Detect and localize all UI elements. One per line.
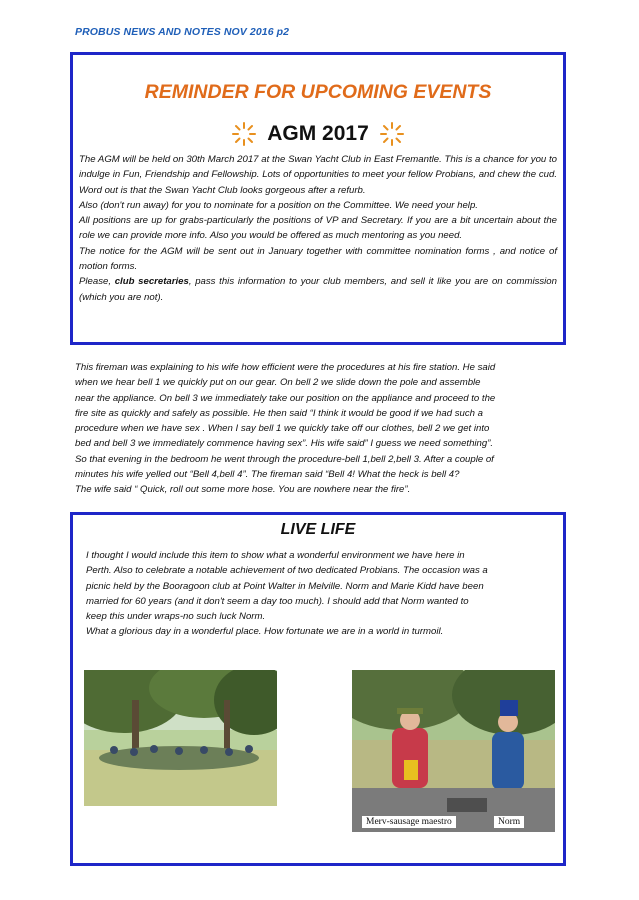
- agm-title: AGM 2017: [267, 122, 369, 145]
- body-line: married for 60 years (and it don't seem a day too much). I should add that Norm wanted to: [86, 595, 469, 607]
- body-line: Perth. Also to celebrate a notable achievement of two dedicated Probians. The occasion was a: [86, 565, 488, 577]
- fireman-joke: [75, 360, 561, 498]
- bbq-photo: [352, 670, 555, 832]
- agm-heading: [73, 121, 563, 147]
- live-life-body: [86, 548, 549, 640]
- joke-line: procedure when we have sex . When I say bell 1 we quickly take off our clothes, bell 2 we get into: [75, 423, 490, 435]
- paragraph: The notice for the AGM will be sent out in January together with committee nomination forms , and notice of motion forms.: [79, 245, 557, 273]
- picnic-scene: [84, 670, 277, 806]
- body-line: keep this under wraps-no such luck Norm.: [86, 611, 266, 623]
- page-header: PROBUS NEWS AND NOTES NOV 2016 p2: [75, 26, 290, 38]
- paragraph: Also (don't run away) for you to nominate for a position on the Committee. We need your help.: [79, 199, 478, 211]
- caption-merv: Merv-sausage maestro: [362, 816, 456, 828]
- joke-line: fire site as quickly and safely as possible. He then said “I think it would be good if we had such a: [75, 407, 483, 419]
- sun-burst-icon: [379, 121, 405, 147]
- live-life-title: LIVE LIFE: [280, 521, 356, 538]
- joke-line: This fireman was explaining to his wife how efficient were the procedures at his fire station. He said: [75, 362, 496, 373]
- joke-line: minutes his wife yelled out “Bell 4,bell 4”. The fireman said “Bell 4! What the heck is bell 4?: [75, 469, 460, 481]
- live-life-box: [70, 512, 566, 866]
- reminder-title: REMINDER FOR UPCOMING EVENTS: [144, 81, 492, 103]
- bbq-scene: [352, 670, 555, 832]
- joke-line: bed and bell 3 we immediately commence having sex”. His wife said” I guess we need something”.: [75, 438, 494, 450]
- body-line: picnic held by the Booragoon club at Point Walter in Melville. Norm and Marie Kidd have been: [86, 580, 484, 592]
- emphasis-text: club secretaries: [114, 276, 189, 288]
- paragraph: All positions are up for grabs-particularly the positions of VP and Secretary. If you are a bit uncertain about the role we can provide more info. Also you would be offered as much mentoring as you need.: [79, 215, 557, 242]
- paragraph: [79, 274, 557, 305]
- picnic-photo: [84, 670, 277, 806]
- joke-line: near the appliance. On bell 3 we immediately take our position on the appliance and proceed to the: [75, 392, 496, 404]
- body-line: What a glorious day in a wonderful place. How fortunate we are in a world in turmoil.: [86, 626, 444, 638]
- paragraph: The AGM will be held on 30th March 2017 at the Swan Yacht Club in East Fremantle. This is a chance for you to indulge in Fun, Friendship and Fellowship. Lots of opportunities to meet your fellow Probians, and chew the cud. Word out is that the Swan Yacht Club looks gorgeous after a refurb.: [79, 154, 557, 196]
- joke-line: The wife said “ Quick, roll out some more hose. You are nowhere near the fire”.: [75, 484, 411, 496]
- reminder-body: [79, 152, 557, 305]
- sun-burst-icon: [231, 121, 257, 147]
- caption-norm: Norm: [494, 816, 524, 828]
- body-line: I thought I would include this item to show what a wonderful environment we have here in: [86, 550, 465, 561]
- reminder-box: [70, 52, 566, 345]
- text-run: , pass this information to your club members, and sell it like you are on commission (which you are not).: [79, 276, 557, 303]
- joke-line: So that evening in the bedroom he went through the procedure-bell 1,bell 2,bell 3. After a couple of: [75, 453, 494, 465]
- text-run: Please,: [79, 276, 115, 288]
- joke-line: when we hear bell 1 we quickly put on our gear. On bell 2 we slide down the pole and assemble: [75, 377, 481, 389]
